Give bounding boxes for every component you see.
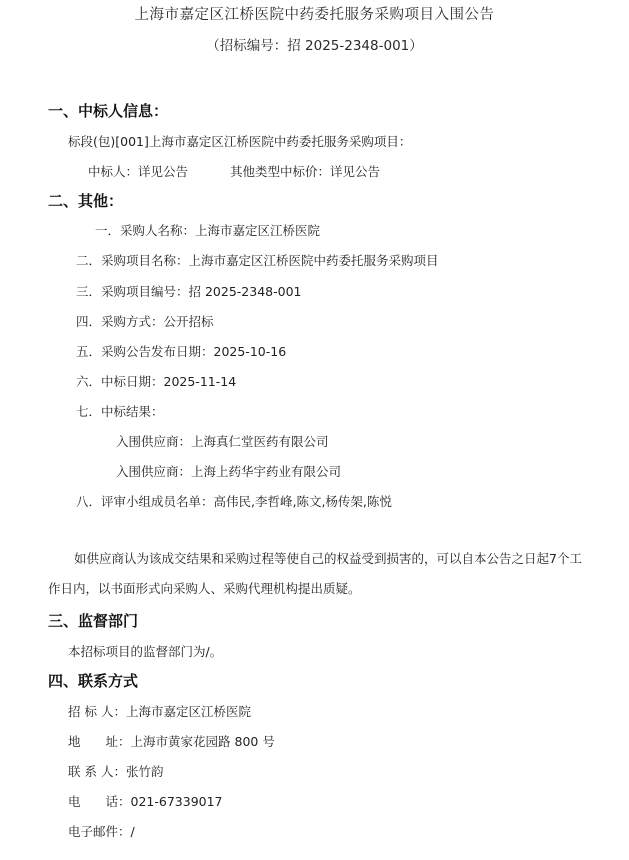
supervision-text: 本招标项目的监督部门为/。 <box>68 644 223 659</box>
section-heading-other: 二、其他： <box>48 192 124 210</box>
email-link[interactable]: / <box>130 824 135 839</box>
supplier-line: 入围供应商：上海上药华宇药业有限公司 <box>116 464 342 479</box>
contact-row <box>68 702 251 720</box>
contact-row <box>68 732 275 750</box>
other-item: 六．中标日期：2025-11-14 <box>76 374 237 389</box>
other-price-text: 其他类型中标价：详见公告 <box>230 164 381 179</box>
winner-text: 中标人：详见公告 <box>88 164 189 179</box>
contact-value: 021-67339017 <box>130 794 223 809</box>
contact-label: 招 标 人： <box>68 704 126 719</box>
other-item: 二．采购项目名称：上海市嘉定区江桥医院中药委托服务采购项目 <box>76 253 439 268</box>
contact-label: 电 话： <box>68 794 131 809</box>
contact-row <box>68 762 163 780</box>
contact-value: 上海市黄家花园路 800 号 <box>130 734 275 749</box>
contact-row <box>68 792 223 810</box>
contact-row <box>68 822 135 840</box>
other-item: 三．采购项目编号：招 2025-2348-001 <box>76 284 302 299</box>
section-heading-winner: 一、中标人信息： <box>48 102 169 120</box>
panel-members: 八．评审小组成员名单：高伟民,李哲峰,陈文,杨传架,陈悦 <box>76 494 392 509</box>
contact-value: 上海市嘉定区江桥医院 <box>125 704 251 719</box>
other-item: 四．采购方式：公开招标 <box>76 314 214 329</box>
contact-label: 联 系 人： <box>68 764 126 779</box>
page-title: 上海市嘉定区江桥医院中药委托服务采购项目入围公告 <box>134 7 495 23</box>
other-item: 五．采购公告发布日期：2025-10-16 <box>76 344 287 359</box>
contact-label: 地 址： <box>68 734 131 749</box>
supplier-line: 入围供应商：上海真仁堂医药有限公司 <box>116 434 329 449</box>
section-heading-contact: 四、联系方式 <box>48 672 139 690</box>
other-item: 一．采购人名称：上海市嘉定区江桥医院 <box>95 223 321 238</box>
complaint-paragraph: 如供应商认为该成交结果和采购过程等使自己的权益受到损害的，可以自本公告之日起7个工作日内，以书面形式向采购人、采购代理机构提出质疑。 <box>48 551 582 596</box>
other-item: 七．中标结果： <box>76 404 164 419</box>
lot-line: 标段(包)[001]上海市嘉定区江桥医院中药委托服务采购项目： <box>68 134 412 149</box>
winner-line <box>88 162 380 180</box>
tender-number: （招标编号：招 2025-2348-001） <box>206 38 423 54</box>
section-heading-supervision: 三、监督部门 <box>48 612 139 630</box>
contact-label: 电子邮件： <box>68 824 131 839</box>
contact-value: 张竹韵 <box>125 764 164 779</box>
